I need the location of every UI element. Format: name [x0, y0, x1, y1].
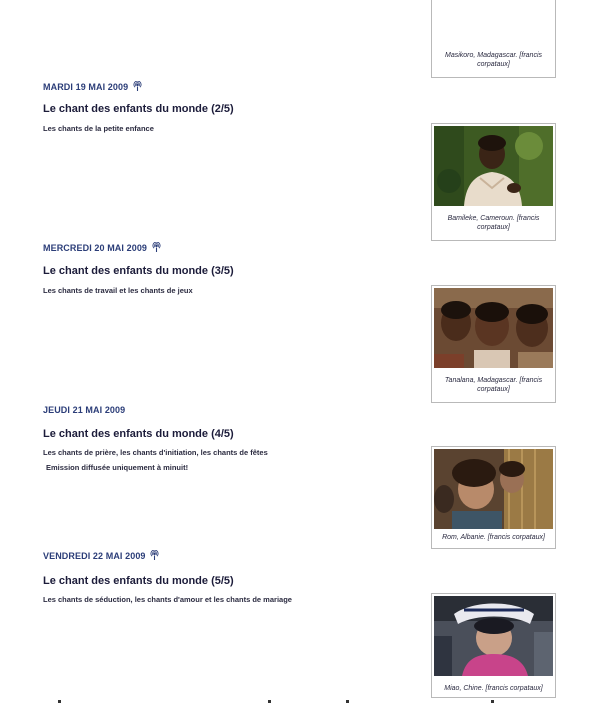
photo-card [431, 123, 556, 241]
entry-subtitle: Les chants de travail et les chants de jeux [43, 286, 193, 295]
photo-children-albanie[interactable] [434, 449, 553, 529]
cut-off-text-fragments [0, 698, 603, 704]
entry-date: MERCREDI 20 MAI 2009 [43, 242, 161, 253]
entry-title[interactable]: Le chant des enfants du monde (4/5) [43, 428, 234, 440]
entry-subtitle: Les chants de prière, les chants d'initiation, les chants de fêtes [43, 448, 268, 457]
photo-girl-cameroun[interactable] [434, 126, 553, 206]
entry-date: VENDREDI 22 MAI 2009 [43, 550, 159, 561]
podcast-icon[interactable] [152, 242, 161, 253]
photo-caption: Miao, Chine. [francis corpataux] [444, 685, 543, 692]
broadcast-note: Emission diffusée uniquement à minuit! [46, 463, 189, 472]
entry-subtitle: Les chants de la petite enfance [43, 124, 154, 133]
photo-card [431, 446, 556, 549]
podcast-icon[interactable] [133, 81, 142, 92]
photo-children-madagascar[interactable] [434, 288, 553, 368]
entry-date: MARDI 19 MAI 2009 [43, 81, 142, 92]
entry-date: JEUDI 21 MAI 2009 [43, 405, 126, 415]
photo-card [431, 593, 556, 698]
entry-title[interactable]: Le chant des enfants du monde (5/5) [43, 575, 234, 587]
photo-child-chine[interactable] [434, 596, 553, 676]
photo-card [431, 285, 556, 403]
entry-title[interactable]: Le chant des enfants du monde (2/5) [43, 103, 234, 115]
photo-card-top [431, 0, 556, 78]
entry-title[interactable]: Le chant des enfants du monde (3/5) [43, 265, 234, 277]
photo-caption: Masikoro, Madagascar. [francis corpataux] [445, 52, 542, 68]
photo-caption: Tanalana, Madagascar. [francis corpataux] [444, 377, 543, 393]
podcast-icon[interactable] [150, 550, 159, 561]
photo-caption: Rom, Albanie. [francis corpataux] [442, 534, 545, 541]
photo-caption: Bamileke, Cameroun. [francis corpataux] [447, 215, 540, 231]
entry-subtitle: Les chants de séduction, les chants d'amour et les chants de mariage [43, 595, 292, 604]
